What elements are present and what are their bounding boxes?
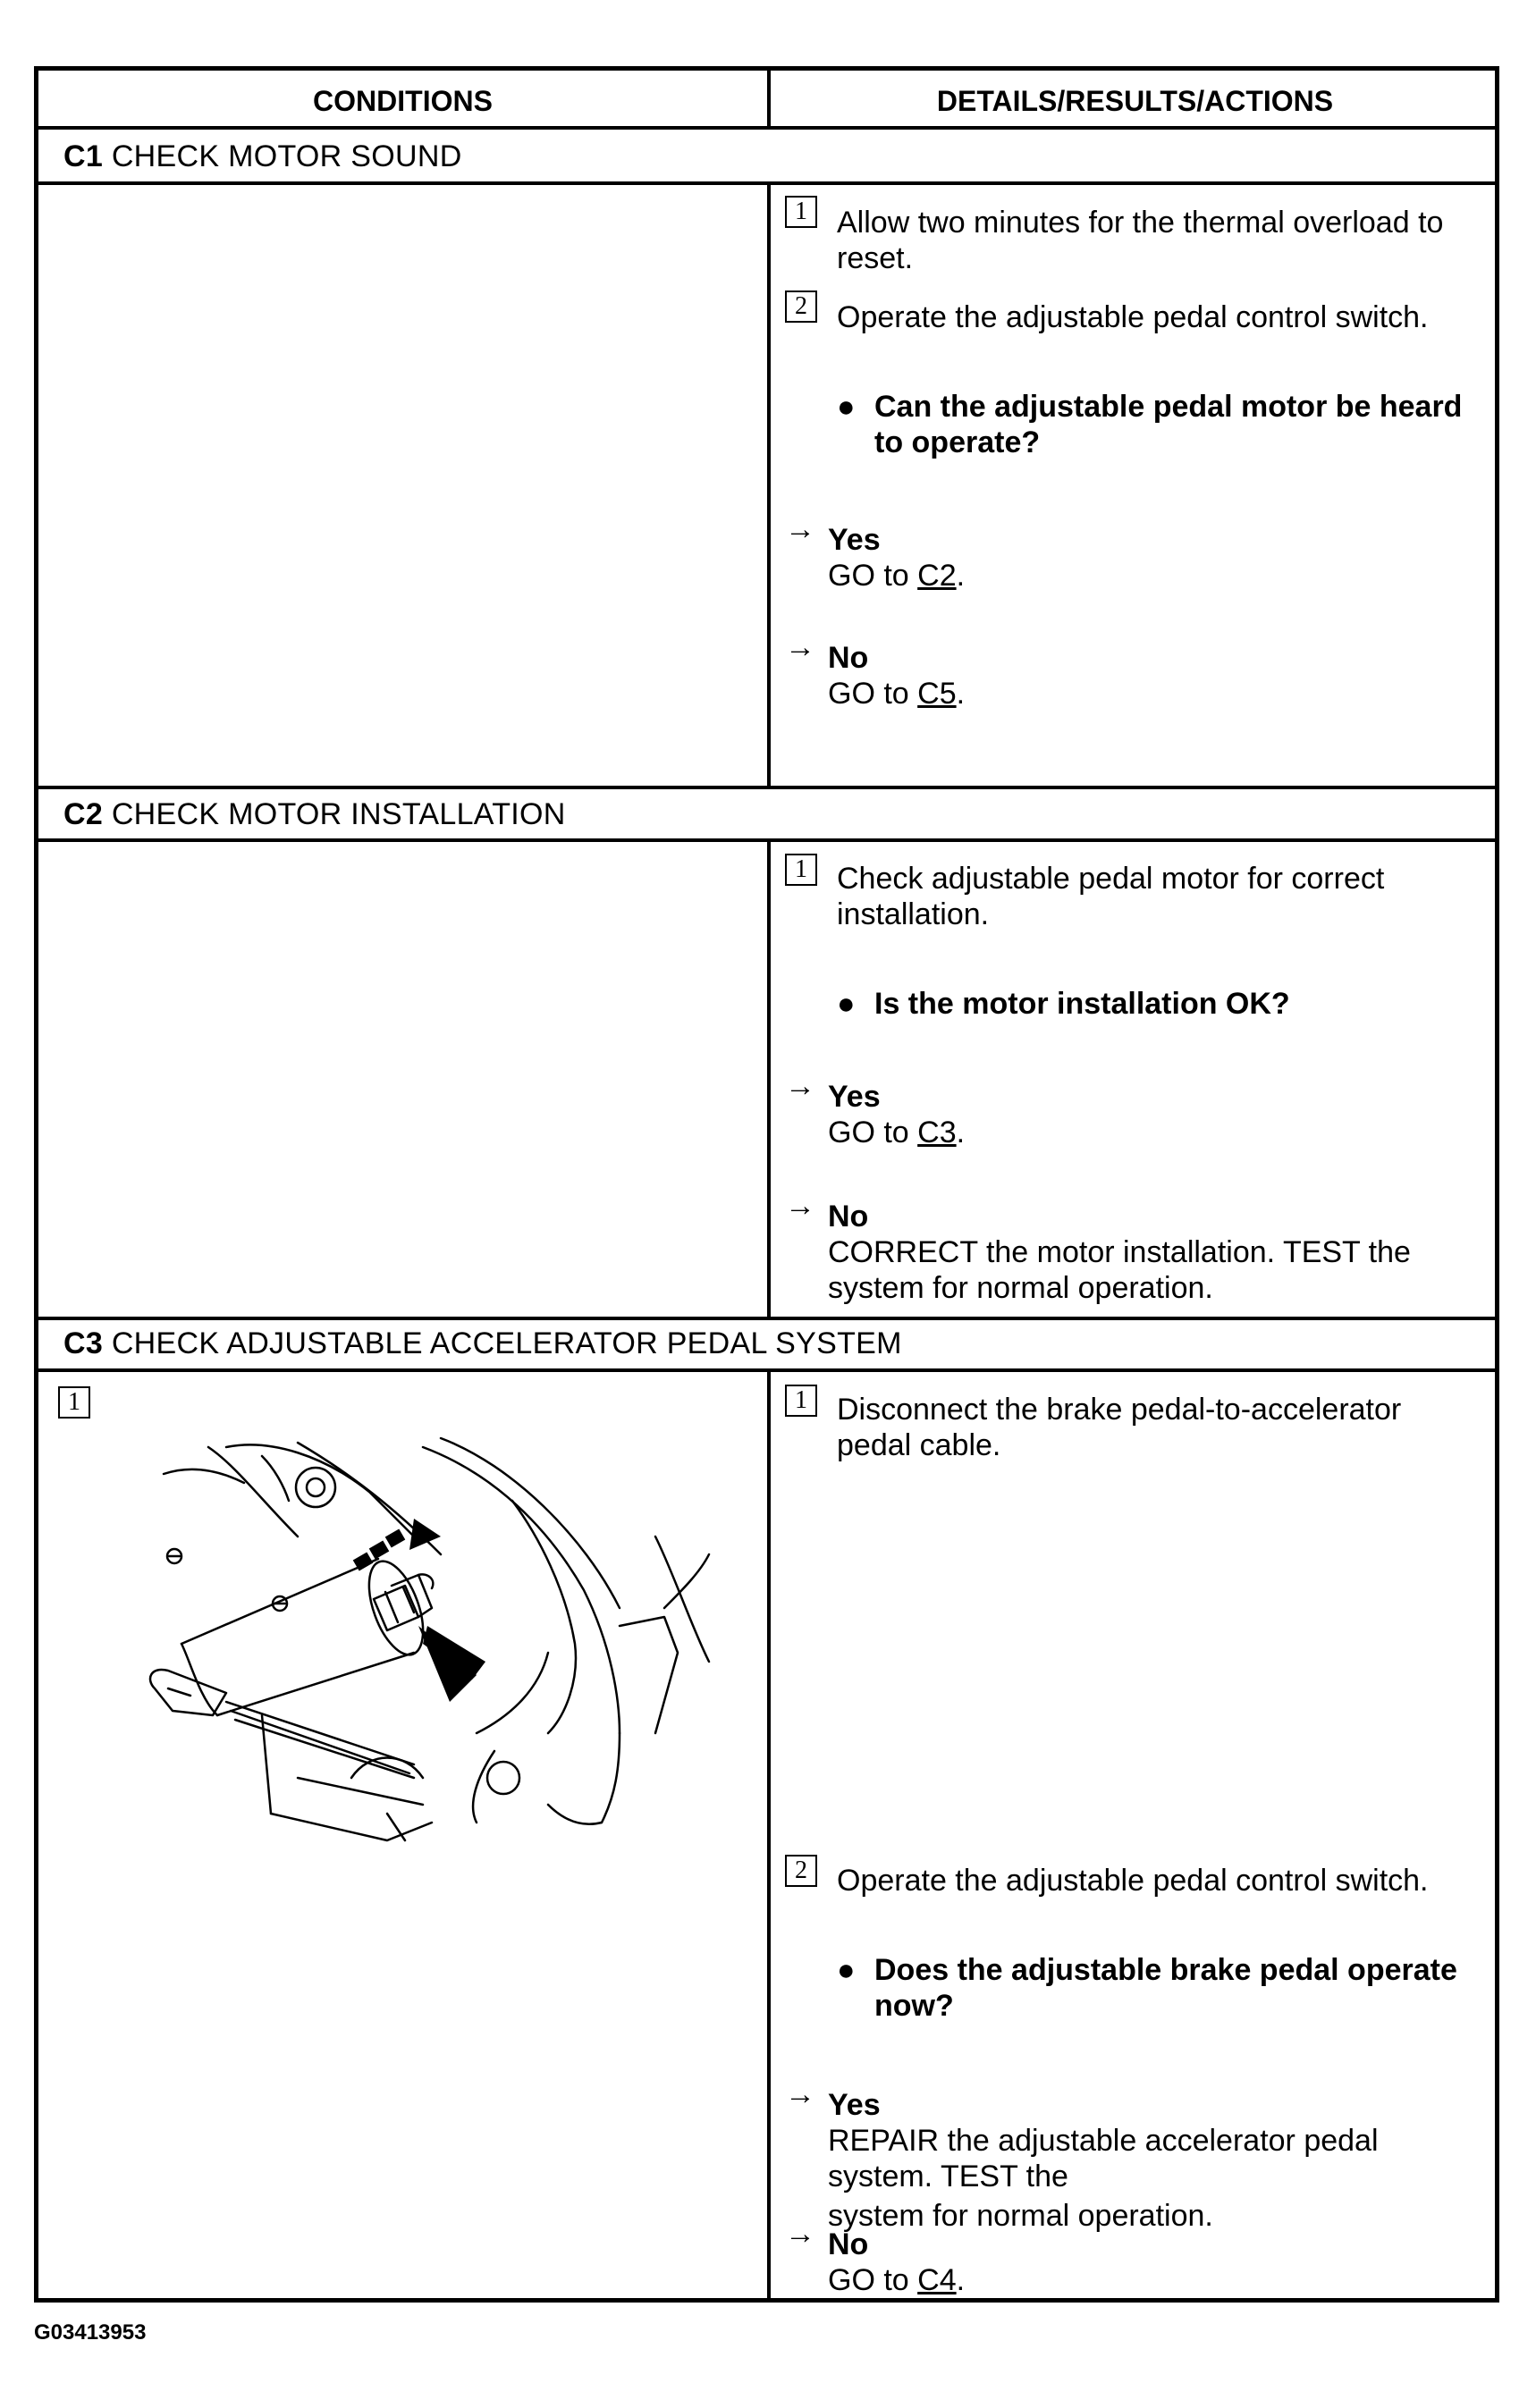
section-title-c3: C3 CHECK ADJUSTABLE ACCELERATOR PEDAL SYSTEM xyxy=(63,1326,902,1360)
header-details: DETAILS/RESULTS/ACTIONS xyxy=(936,85,1334,117)
right-arrow-icon: → xyxy=(785,630,815,664)
step-text: Disconnect the brake pedal-to-accelerator pedal cable. xyxy=(837,1393,1402,1462)
goto-link-c4[interactable]: C4 xyxy=(917,2263,957,2297)
question: ● Does the adjustable brake pedal operate now? xyxy=(837,1953,1457,2023)
right-arrow-icon: → xyxy=(785,2217,815,2251)
bullet-icon: ● xyxy=(837,1953,856,1987)
pedal-cable-illustration xyxy=(119,1358,781,1849)
bullet-icon: ● xyxy=(837,987,856,1021)
step-number-box: 1 xyxy=(785,854,817,886)
right-arrow-icon: → xyxy=(785,1189,815,1223)
step-number-box: 1 xyxy=(785,196,817,228)
step-text: Check adjustable pedal motor for correct installation. xyxy=(837,862,1385,931)
right-arrow-icon: → xyxy=(785,2077,815,2111)
yes-result: → Yes GO to C3. xyxy=(785,1069,966,1149)
yes-result: → Yes REPAIR the adjustable accelerator pedal system. TEST the system for normal operation. xyxy=(785,2077,1379,2233)
divider xyxy=(767,71,771,126)
step-number-box: 2 xyxy=(785,1855,817,1887)
figure-code: G03413953 xyxy=(34,2320,147,2345)
divider xyxy=(767,838,771,1317)
question: ● Can the adjustable pedal motor be heard to operate? xyxy=(837,390,1463,459)
divider xyxy=(38,786,1495,789)
no-result: → No CORRECT the motor installation. TEST the system for normal operation. xyxy=(785,1189,1411,1305)
no-result: → No GO to C5. xyxy=(785,630,966,711)
no-result: → No GO to C4. xyxy=(785,2217,966,2297)
question: ● Is the motor installation OK? xyxy=(837,987,1290,1021)
step-text: Allow two minutes for the thermal overload to reset. xyxy=(837,206,1444,275)
procedure-table xyxy=(34,66,1499,2303)
divider xyxy=(38,1317,1495,1320)
step-number-box: 1 xyxy=(785,1385,817,1417)
goto-link-c5[interactable]: C5 xyxy=(917,677,957,711)
header-conditions: CONDITIONS xyxy=(313,85,493,117)
figure-number-box: 1 xyxy=(58,1386,90,1419)
right-arrow-icon: → xyxy=(785,512,815,546)
goto-link-c2[interactable]: C2 xyxy=(917,559,957,593)
goto-link-c3[interactable]: C3 xyxy=(917,1116,957,1149)
step-text: Operate the adjustable pedal control switch. xyxy=(837,300,1429,334)
divider xyxy=(767,181,771,786)
divider xyxy=(38,126,1495,130)
section-title-c1: C1 CHECK MOTOR SOUND xyxy=(63,139,462,173)
right-arrow-icon: → xyxy=(785,1069,815,1103)
bullet-icon: ● xyxy=(837,390,856,424)
step-number-box: 2 xyxy=(785,290,817,323)
section-title-c2: C2 CHECK MOTOR INSTALLATION xyxy=(63,797,566,831)
step-text: Operate the adjustable pedal control switch. xyxy=(837,1864,1429,1898)
yes-result: → Yes GO to C2. xyxy=(785,512,966,593)
